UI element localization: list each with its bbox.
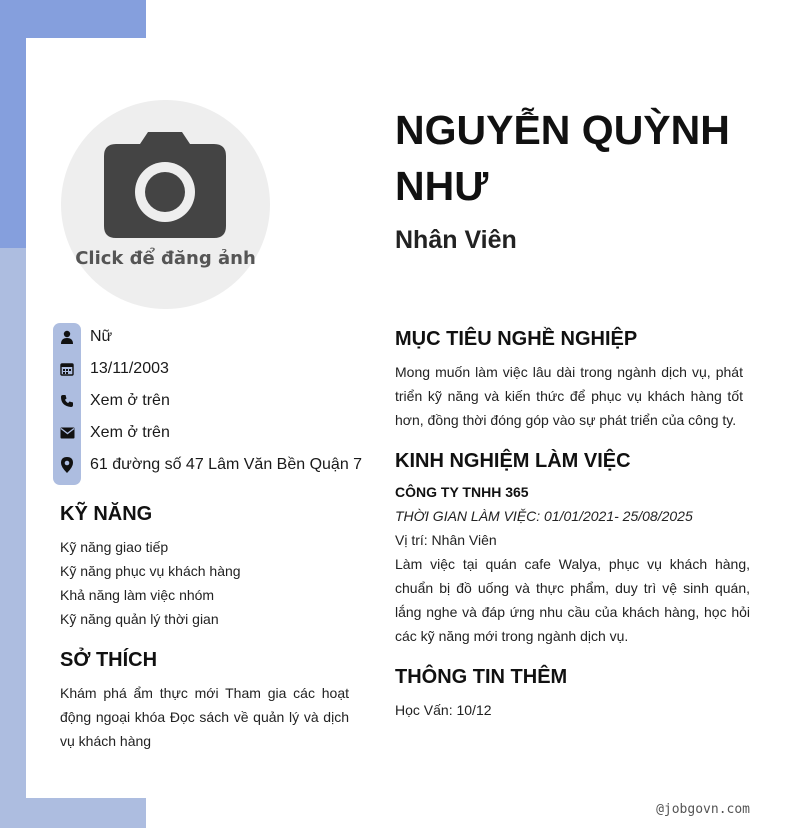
contact-gender (53, 324, 112, 350)
additional-info-heading: THÔNG TIN THÊM (395, 666, 568, 688)
contact-address (53, 452, 362, 478)
person-icon (53, 324, 81, 350)
experience-heading: KINH NGHIỆM LÀM VIỆC (395, 450, 631, 472)
phone-icon (53, 388, 81, 414)
skill-item: Kỹ năng quản lý thời gian (60, 611, 219, 627)
gender-value: Nữ (90, 328, 113, 345)
skills-heading: KỸ NĂNG (60, 503, 153, 525)
email-value: Xem ở trên (90, 424, 170, 441)
contact-phone (53, 388, 170, 414)
envelope-icon (53, 420, 81, 446)
hobbies-text: Khám phá ẩm thực mới Tham gia các hoạt động ngoại khóa Đọc sách về quản lý và dịch vụ khách hàng (60, 685, 349, 749)
birthday-value: 13/11/2003 (90, 360, 169, 377)
photo-upload[interactable] (61, 100, 270, 309)
footer-brand: @jobgovn.com (656, 802, 750, 817)
work-position: Vị trí: Nhân Viên (395, 532, 497, 548)
contact-email (53, 420, 170, 446)
camera-icon (102, 130, 228, 240)
work-period: THỜI GIAN LÀM VIỆC: 01/01/2021- 25/08/2025 (395, 508, 693, 524)
contact-birthday (53, 356, 169, 382)
calendar-icon (53, 356, 81, 382)
company-name: CÔNG TY TNHH 365 (395, 484, 529, 500)
additional-info-text: Học Vấn: 10/12 (395, 702, 492, 718)
objective-heading: MỤC TIÊU NGHỀ NGHIỆP (395, 328, 638, 350)
job-title: Nhân Viên (395, 226, 517, 254)
hobbies-heading: SỞ THÍCH (60, 649, 158, 671)
experience-description: Làm việc tại quán cafe Walya, phục vụ khách hàng, chuẩn bị đồ uống và thực phẩm, duy trì vệ sinh quán, lắng nghe và đáp ứng nhu cầu của khách hàng, học hỏi các kỹ năng mới trong ngành dịch vụ. (395, 556, 750, 644)
photo-upload-label: Click để đăng ảnh (75, 248, 256, 269)
skill-item: Khả năng làm việc nhóm (60, 587, 215, 603)
candidate-name: NGUYỄN QUỲNH NHƯ (395, 107, 730, 209)
phone-value: Xem ở trên (90, 392, 170, 409)
skill-item: Kỹ năng giao tiếp (60, 539, 169, 555)
location-pin-icon (53, 452, 81, 478)
address-value: 61 đường số 47 Lâm Văn Bền Quận 7 (90, 456, 363, 473)
objective-text: Mong muốn làm việc lâu dài trong ngành dịch vụ, phát triển kỹ năng và kiến thức để phục vụ khách hàng tốt hơn, đồng thời đóng góp vào sự phát triển của công ty. (395, 364, 743, 428)
skill-item: Kỹ năng phục vụ khách hàng (60, 563, 241, 579)
